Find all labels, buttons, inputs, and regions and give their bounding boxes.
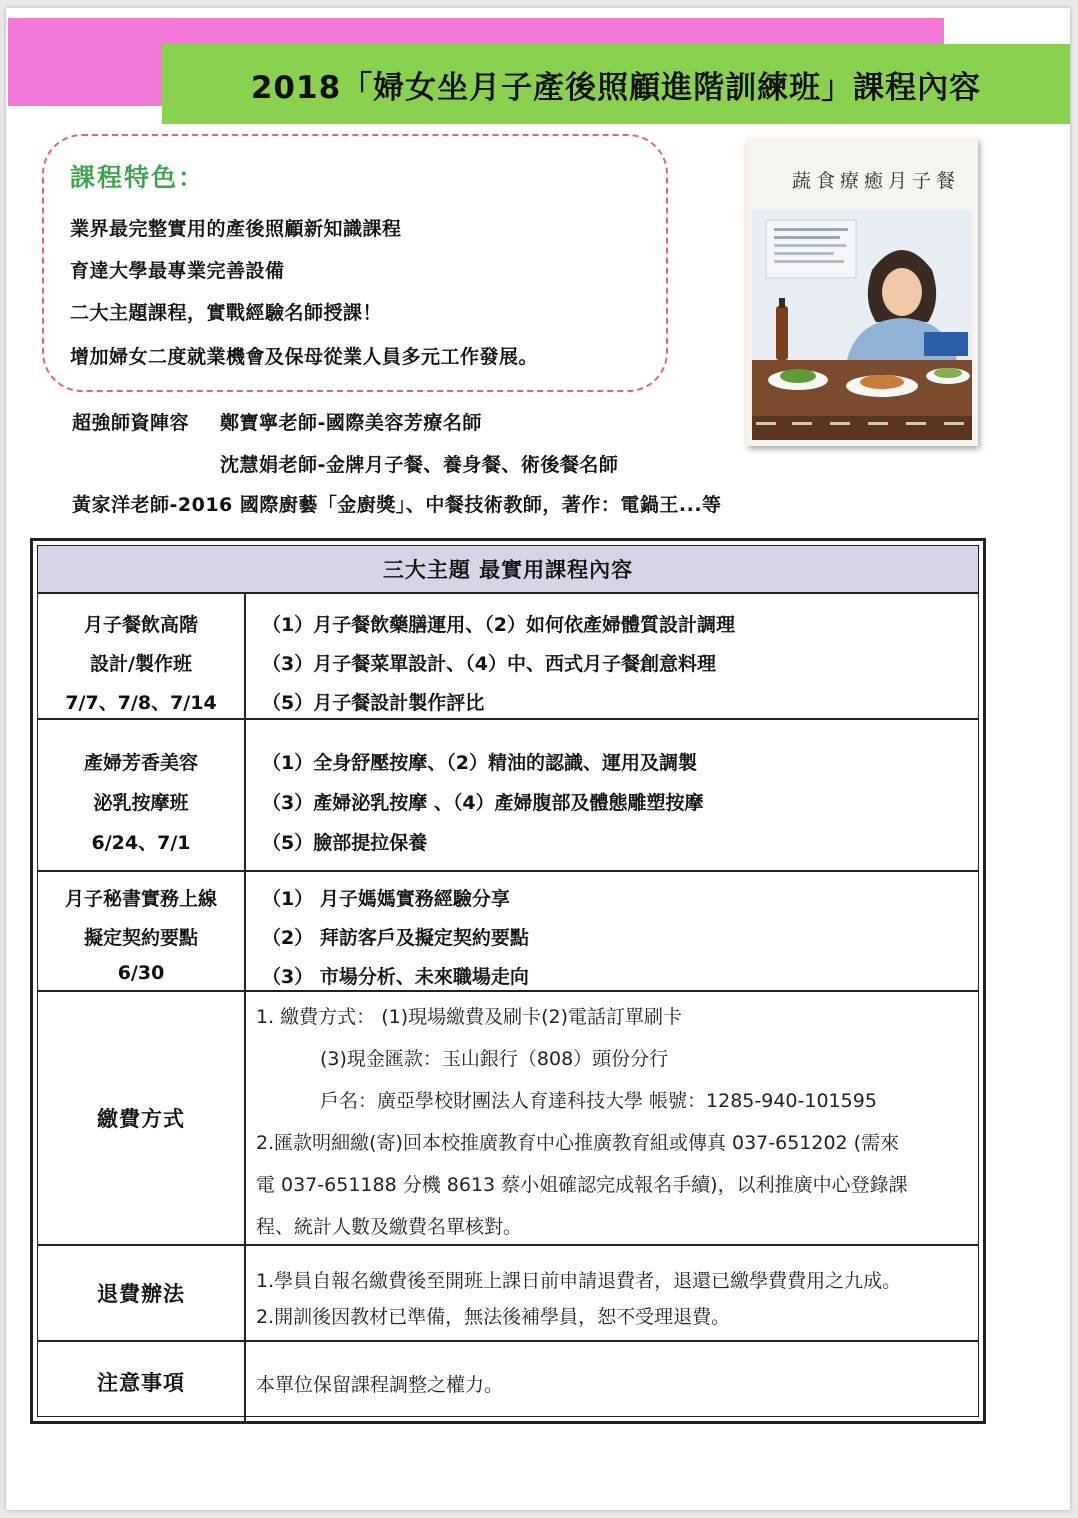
topic-content-line: （5）月子餐設計製作評比 — [262, 692, 485, 714]
payment-line: 戶名：廣亞學校財團法人育達科技大學 帳號：1285-940-101595 — [320, 1090, 877, 1112]
topic-name-line: 擬定契約要點 — [83, 927, 198, 949]
notice-label-cell — [38, 1342, 246, 1422]
payment-line: 1. 繳費方式： (1)現場繳費及刷卡(2)電話訂單刷卡 — [256, 1006, 683, 1028]
page-title: 2018「婦女坐月子產後照顧進階訓練班」課程內容 — [250, 69, 982, 106]
notice-content-cell — [246, 1342, 978, 1422]
refund-row — [38, 1246, 978, 1342]
topic-date-line: 6/30 — [117, 962, 165, 984]
course-table — [30, 538, 986, 1424]
notice-row — [38, 1342, 978, 1422]
table-header: 三大主題 最實用課程內容 — [38, 546, 978, 594]
course-features-box — [42, 134, 668, 392]
table-row — [38, 872, 978, 992]
topic-content-line: （1）全身舒壓按摩、（2）精油的認識、運用及調製 — [262, 752, 697, 774]
payment-content-cell — [246, 992, 978, 1244]
payment-line: 2.匯款明細繳(寄)回本校推廣教育中心推廣教育組或傳真 037-651202 (需來 — [256, 1132, 900, 1154]
payment-label: 繳費方式 — [97, 1107, 185, 1131]
refund-content-cell — [246, 1246, 978, 1340]
feature-item: 增加婦女二度就業機會及保母從業人員多元工作發展。 — [70, 346, 539, 368]
payment-line: (3)現金匯款：玉山銀行（808）頭份分行 — [320, 1048, 669, 1070]
topic-content-line: （5）臉部提拉保養 — [262, 832, 428, 854]
topic-name-line: 月子秘書實務上線 — [64, 888, 217, 910]
topic-name-cell — [38, 594, 246, 718]
features-heading: 課程特色： — [70, 163, 206, 192]
topic-content-cell — [246, 720, 978, 870]
green-title-band — [162, 44, 1070, 124]
table-row — [38, 720, 978, 872]
feature-item: 業界最完整實用的產後照顧新知識課程 — [70, 218, 402, 240]
refund-line: 1.學員自報名繳費後至開班上課日前申請退費者，退還已繳學費費用之九成。 — [256, 1270, 902, 1292]
feature-item: 二大主題課程，實戰經驗名師授課！ — [70, 302, 383, 324]
teachers-label: 超強師資陣容 — [72, 412, 190, 434]
topic-content-line: （3） 市場分析、未來職場走向 — [262, 966, 529, 988]
topic-name-line: 產婦芳香美容 — [83, 752, 198, 774]
topic-content-line: （3）產婦泌乳按摩 、（4）產婦腹部及體態雕塑按摩 — [262, 792, 704, 814]
topic-date-line: 6/24、7/1 — [91, 832, 191, 854]
refund-label-cell — [38, 1246, 246, 1340]
document-page — [6, 8, 1070, 1510]
refund-line: 2.開訓後因教材已準備，無法後補學員，恕不受理退費。 — [256, 1306, 731, 1328]
topic-name-line: 泌乳按摩班 — [93, 792, 189, 814]
notice-text: 本單位保留課程調整之權力。 — [256, 1374, 504, 1396]
payment-label-cell — [38, 992, 246, 1244]
refund-label: 退費辦法 — [97, 1282, 185, 1306]
topic-content-line: （3）月子餐菜單設計、（4）中、西式月子餐創意料理 — [262, 653, 716, 675]
topic-name-line: 月子餐飲高階 — [83, 614, 198, 636]
teacher-line: 沈慧娟老師-金牌月子餐、養身餐、術後餐名師 — [220, 454, 619, 476]
course-table-inner — [37, 545, 979, 1417]
book-cover-image — [746, 138, 978, 446]
book-photo-illustration — [752, 210, 972, 440]
topic-name-cell — [38, 872, 246, 990]
payment-line: 程、統計人數及繳費名單核對。 — [256, 1216, 523, 1238]
payment-line: 電 037-651188 分機 8613 蔡小姐確認完成報名手續)，以利推廣中心登錄課 — [256, 1174, 908, 1196]
topic-date-line: 7/7、7/8、7/14 — [65, 692, 217, 714]
table-row — [38, 594, 978, 720]
payment-row — [38, 992, 978, 1246]
teacher-line: 鄭寶寧老師-國際美容芳療名師 — [220, 412, 482, 434]
book-title: 蔬食療癒月子餐 — [791, 170, 960, 192]
topic-name-cell — [38, 720, 246, 870]
feature-item: 育達大學最專業完善設備 — [70, 260, 285, 282]
topic-content-line: （1） 月子媽媽實務經驗分享 — [262, 888, 510, 910]
topic-content-line: （2） 拜訪客戶及擬定契約要點 — [262, 927, 529, 949]
topic-name-line: 設計/製作班 — [90, 653, 192, 675]
teacher-line: 黃家洋老師-2016 國際廚藝「金廚獎」、中餐技術教師，著作：電鍋王...等 — [72, 494, 722, 516]
topic-content-cell — [246, 872, 978, 990]
topic-content-cell — [246, 594, 978, 718]
notice-label: 注意事項 — [97, 1371, 185, 1395]
topic-content-line: （1）月子餐飲藥膳運用、（2）如何依產婦體質設計調理 — [262, 614, 735, 636]
